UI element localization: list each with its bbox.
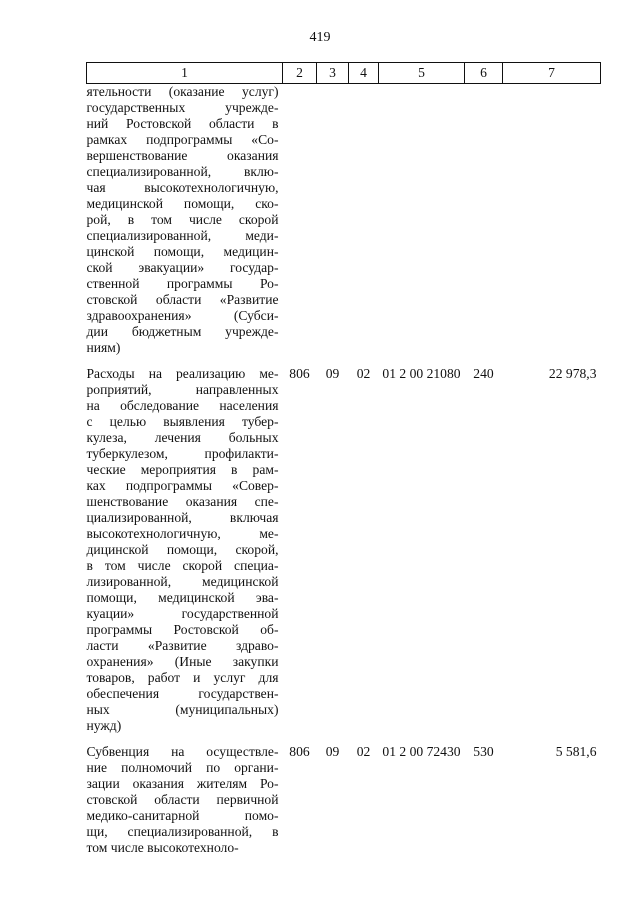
column-header-2: 2 xyxy=(283,63,317,84)
description-line: ний Ростовской области в xyxy=(86,116,279,131)
description-line: с целью выявления тубер- xyxy=(86,414,279,429)
cell-target-article: 01 2 00 21080 xyxy=(382,366,461,381)
cell-amount xyxy=(503,84,601,357)
description-line: в том числе скорой специа- xyxy=(86,558,279,573)
column-header-1: 1 xyxy=(87,63,283,84)
cell-target-article xyxy=(379,84,465,357)
description-line: медико-санитарной помо- xyxy=(86,808,279,823)
description-line: ственной программы Ро- xyxy=(86,276,279,291)
column-header-7: 7 xyxy=(503,63,601,84)
description-line: куации» государственной xyxy=(86,606,279,621)
description-line: чая высокотехнологичную, xyxy=(86,180,279,195)
description-line: том числе высокотехноло- xyxy=(86,840,239,855)
description-line: лизированной, медицинской xyxy=(86,574,279,589)
description-line: государственных учрежде- xyxy=(86,100,279,115)
cell-expense-type: 530 xyxy=(473,744,494,759)
cell-subsection: 02 xyxy=(356,366,371,381)
table-row xyxy=(87,84,601,357)
row-spacer xyxy=(87,734,601,744)
description-line: программы Ростовской об- xyxy=(86,622,279,637)
description-line: дии бюджетным учрежде- xyxy=(86,324,279,339)
description-line: специализированной, вклю- xyxy=(86,164,279,179)
cell-section: 09 xyxy=(325,366,340,381)
description-line: ской эвакуации» государ- xyxy=(86,260,279,275)
description-line: ласти «Развитие здраво- xyxy=(86,638,279,653)
cell-subsection: 02 xyxy=(356,744,371,759)
description-line: вершенствование оказания xyxy=(86,148,279,163)
description-line: циализированной, включая xyxy=(86,510,279,525)
description-line: дицинской помощи, скорой, xyxy=(86,542,279,557)
description-line: стовской области первичной xyxy=(86,792,279,807)
description-line: помощи, медицинской эва- xyxy=(86,590,279,605)
cell-amount: 22 978,3 xyxy=(548,366,597,381)
description-line: ках подпрограммы «Совер- xyxy=(86,478,279,493)
column-header-6: 6 xyxy=(465,63,503,84)
cell-subsection xyxy=(349,84,379,357)
description-line: специализированной, меди- xyxy=(86,228,279,243)
row-description xyxy=(87,744,283,856)
cell-section xyxy=(317,84,349,357)
description-line: Расходы на реализацию ме- xyxy=(86,366,279,381)
description-line: кулеза, лечения больных xyxy=(86,430,279,445)
description-line: цинской помощи, медицин- xyxy=(86,244,279,259)
description-line: ние полномочий по органи- xyxy=(86,760,279,775)
description-line: зации оказания жителям Ро- xyxy=(86,776,279,791)
description-line: ятельности (оказание услуг) xyxy=(86,84,279,99)
row-spacer-cell xyxy=(87,356,601,366)
row-description xyxy=(87,366,283,734)
column-header-5: 5 xyxy=(379,63,465,84)
description-line: высокотехнологичную, ме- xyxy=(86,526,279,541)
description-line: на обследование населения xyxy=(86,398,279,413)
description-line: ниям) xyxy=(86,340,121,355)
column-header-3: 3 xyxy=(317,63,349,84)
description-line: роприятий, направленных xyxy=(86,382,279,397)
description-line: ческие мероприятия в рам- xyxy=(86,462,279,477)
description-line: щи, специализированной, в xyxy=(86,824,279,839)
cell-section: 09 xyxy=(325,744,340,759)
table-row xyxy=(87,366,601,734)
row-spacer xyxy=(87,356,601,366)
description-line: ных (муниципальных) xyxy=(86,702,279,717)
description-line: туберкулезом, профилакти- xyxy=(86,446,279,461)
column-number-header-row xyxy=(87,63,601,84)
description-line: стовской области «Развитие xyxy=(86,292,279,307)
cell-expense-type: 240 xyxy=(473,366,494,381)
cell-amount: 5 581,6 xyxy=(555,744,597,759)
description-line: рой, в том числе скорой xyxy=(86,212,279,227)
description-line: обеспечения государствен- xyxy=(86,686,279,701)
cell-ministry-code: 806 xyxy=(289,366,310,381)
cell-ministry-code: 806 xyxy=(289,744,310,759)
row-description xyxy=(87,84,283,357)
description-line: здравоохранения» (Субси- xyxy=(86,308,279,323)
description-line: медицинской помощи, ско- xyxy=(86,196,279,211)
cell-target-article: 01 2 00 72430 xyxy=(382,744,461,759)
row-spacer-cell xyxy=(87,734,601,744)
description-line: нужд) xyxy=(86,718,122,733)
page-number: 419 xyxy=(309,30,331,45)
cell-expense-type xyxy=(465,84,503,357)
description-line: шенствование оказания спе- xyxy=(86,494,279,509)
cell-ministry-code xyxy=(283,84,317,357)
column-header-4: 4 xyxy=(349,63,379,84)
description-line: Субвенция на осуществле- xyxy=(86,744,279,759)
budget-table xyxy=(86,62,601,856)
description-line: товаров, работ и услуг для xyxy=(86,670,279,685)
description-line: охранения» (Иные закупки xyxy=(86,654,279,669)
description-line: рамках подпрограммы «Со- xyxy=(86,132,279,147)
table-row xyxy=(87,744,601,856)
